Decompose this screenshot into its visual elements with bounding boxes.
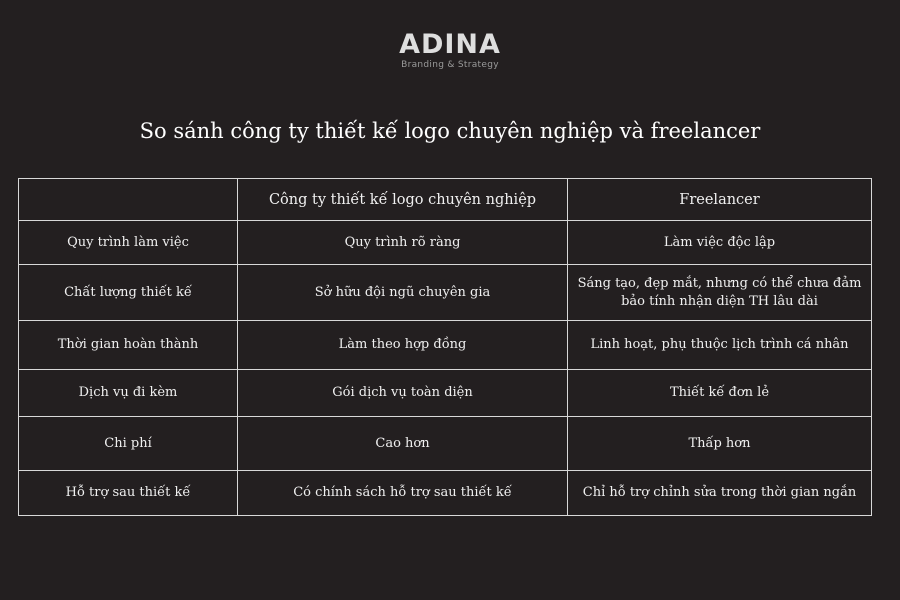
- company-cell: Gói dịch vụ toàn diện: [238, 370, 568, 417]
- page-title: So sánh công ty thiết kế logo chuyên nghiệp và freelancer: [139, 119, 761, 143]
- company-cell: Cao hơn: [238, 417, 568, 471]
- table-row: [19, 417, 872, 471]
- company-cell: Sở hữu đội ngũ chuyên gia: [238, 265, 568, 321]
- header-freelancer: Freelancer: [568, 179, 872, 221]
- company-cell: Có chính sách hỗ trợ sau thiết kế: [238, 471, 568, 516]
- table-header-row: [19, 179, 872, 221]
- logo-tagline: Branding & Strategy: [401, 60, 499, 70]
- table-row: [19, 265, 872, 321]
- header-company: Công ty thiết kế logo chuyên nghiệp: [238, 179, 568, 221]
- brand-logo: [0, 30, 900, 71]
- comparison-table: [18, 178, 872, 516]
- header-empty-cell: [19, 179, 238, 221]
- row-label: Dịch vụ đi kèm: [19, 370, 238, 417]
- company-cell: Làm theo hợp đồng: [238, 321, 568, 370]
- freelancer-cell: Thấp hơn: [568, 417, 872, 471]
- freelancer-cell: Sáng tạo, đẹp mắt, nhưng có thể chưa đảm bảo tính nhận diện TH lâu dài: [568, 265, 872, 321]
- freelancer-cell: Chỉ hỗ trợ chỉnh sửa trong thời gian ngắn: [568, 471, 872, 516]
- row-label: Chi phí: [19, 417, 238, 471]
- company-cell: Quy trình rõ ràng: [238, 221, 568, 265]
- row-label: Thời gian hoàn thành: [19, 321, 238, 370]
- logo-wordmark: ADINA: [399, 29, 501, 60]
- row-label: Chất lượng thiết kế: [19, 265, 238, 321]
- row-label: Quy trình làm việc: [19, 221, 238, 265]
- table-row: [19, 370, 872, 417]
- table-row: [19, 471, 872, 516]
- table-row: [19, 321, 872, 370]
- row-label: Hỗ trợ sau thiết kế: [19, 471, 238, 516]
- freelancer-cell: Linh hoạt, phụ thuộc lịch trình cá nhân: [568, 321, 872, 370]
- table-row: [19, 221, 872, 265]
- freelancer-cell: Thiết kế đơn lẻ: [568, 370, 872, 417]
- freelancer-cell: Làm việc độc lập: [568, 221, 872, 265]
